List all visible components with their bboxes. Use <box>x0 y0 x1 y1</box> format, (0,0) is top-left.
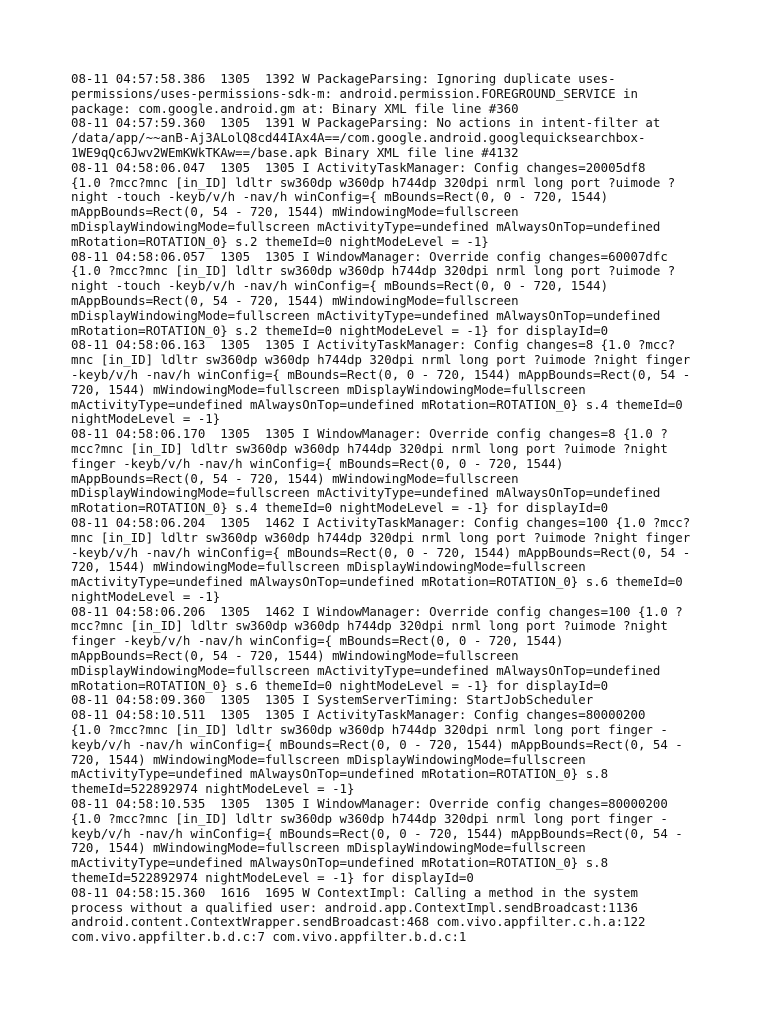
log-line: android.content.ContextWrapper.sendBroadcast:468 com.vivo.appfilter.c.h.a:122 <box>71 914 646 930</box>
log-line: package: com.google.android.gm at: Binary XML file line #360 <box>71 100 519 116</box>
log-text-body <box>71 72 711 945</box>
log-line: 08-11 04:58:09.360 1305 1305 I SystemServerTiming: StartJobScheduler <box>71 692 594 708</box>
log-line: 720, 1544) mWindowingMode=fullscreen mDisplayWindowingMode=fullscreen <box>71 751 586 767</box>
log-line: nightModeLevel = -1} <box>71 588 221 604</box>
log-line: 08-11 04:58:06.206 1305 1462 I WindowManager: Override config changes=100 {1.0 ? <box>71 603 683 619</box>
log-line: -keyb/v/h -nav/h winConfig={ mBounds=Rect(0, 0 - 720, 1544) mAppBounds=Rect(0, 54 - <box>71 366 691 382</box>
log-line: mDisplayWindowingMode=fullscreen mActivityType=undefined mAlwaysOnTop=undefined <box>71 485 661 501</box>
log-line: /data/app/~~anB-Aj3ALolQ8cd44IAx4A==/com.google.android.googlequicksearchbox- <box>71 130 646 146</box>
log-line: mAppBounds=Rect(0, 54 - 720, 1544) mWindowingMode=fullscreen <box>71 292 519 308</box>
log-line: mActivityType=undefined mAlwaysOnTop=undefined mRotation=ROTATION_0} s.8 <box>71 855 609 871</box>
log-line: mcc?mnc [in_ID] ldltr sw360dp w360dp h744dp 320dpi nrml long port ?uimode ?night <box>71 618 668 634</box>
log-line: 08-11 04:58:15.360 1616 1695 W ContextImpl: Calling a method in the system <box>71 884 638 900</box>
log-line: mAppBounds=Rect(0, 54 - 720, 1544) mWindowingMode=fullscreen <box>71 648 519 664</box>
log-line: mAppBounds=Rect(0, 54 - 720, 1544) mWindowingMode=fullscreen <box>71 470 519 486</box>
log-line: 720, 1544) mWindowingMode=fullscreen mDisplayWindowingMode=fullscreen <box>71 559 586 575</box>
log-line: -keyb/v/h -nav/h winConfig={ mBounds=Rect(0, 0 - 720, 1544) mAppBounds=Rect(0, 54 - <box>71 544 691 560</box>
log-line: mRotation=ROTATION_0} s.4 themeId=0 nightModeLevel = -1} for displayId=0 <box>71 500 609 516</box>
log-line: com.vivo.appfilter.b.d.c:7 com.vivo.appfilter.b.d.c:1 <box>71 929 467 945</box>
log-line: {1.0 ?mcc?mnc [in_ID] ldltr sw360dp w360dp h744dp 320dpi nrml long port finger - <box>71 722 668 738</box>
log-line: process without a qualified user: android.app.ContextImpl.sendBroadcast:1136 <box>71 899 638 915</box>
log-line: mDisplayWindowingMode=fullscreen mActivityType=undefined mAlwaysOnTop=undefined <box>71 307 661 323</box>
log-line: mRotation=ROTATION_0} s.2 themeId=0 nightModeLevel = -1} <box>71 233 489 249</box>
log-line: 08-11 04:58:06.170 1305 1305 I WindowManager: Override config changes=8 {1.0 ? <box>71 426 668 442</box>
log-line: {1.0 ?mcc?mnc [in_ID] ldltr sw360dp w360dp h744dp 320dpi nrml long port ?uimode ? <box>71 174 676 190</box>
log-line: 08-11 04:58:06.047 1305 1305 I ActivityTaskManager: Config changes=20005df8 <box>71 159 646 175</box>
log-line: mAppBounds=Rect(0, 54 - 720, 1544) mWindowingMode=fullscreen <box>71 204 519 220</box>
log-line: permissions/uses-permissions-sdk-m: android.permission.FOREGROUND_SERVICE in <box>71 85 638 101</box>
log-line: mcc?mnc [in_ID] ldltr sw360dp w360dp h744dp 320dpi nrml long port ?uimode ?night <box>71 440 668 456</box>
log-line: mRotation=ROTATION_0} s.6 themeId=0 nightModeLevel = -1} for displayId=0 <box>71 677 609 693</box>
log-line: mActivityType=undefined mAlwaysOnTop=undefined mRotation=ROTATION_0} s.4 themeId=0 <box>71 396 683 412</box>
log-line: 08-11 04:58:10.535 1305 1305 I WindowManager: Override config changes=80000200 <box>71 796 668 812</box>
log-line: 1WE9qQc6Jwv2WEmKWkTKAw==/base.apk Binary XML file line #4132 <box>71 144 519 160</box>
log-line: mRotation=ROTATION_0} s.2 themeId=0 nightModeLevel = -1} for displayId=0 <box>71 322 609 338</box>
log-line: {1.0 ?mcc?mnc [in_ID] ldltr sw360dp w360dp h744dp 320dpi nrml long port finger - <box>71 810 668 826</box>
log-line: mDisplayWindowingMode=fullscreen mActivityType=undefined mAlwaysOnTop=undefined <box>71 218 661 234</box>
log-line: 08-11 04:58:06.163 1305 1305 I ActivityTaskManager: Config changes=8 {1.0 ?mcc? <box>71 337 676 353</box>
log-line: mnc [in_ID] ldltr sw360dp w360dp h744dp 320dpi nrml long port ?uimode ?night finger <box>71 529 691 545</box>
log-line: mDisplayWindowingMode=fullscreen mActivityType=undefined mAlwaysOnTop=undefined <box>71 662 661 678</box>
log-line: 720, 1544) mWindowingMode=fullscreen mDisplayWindowingMode=fullscreen <box>71 840 586 856</box>
log-line: themeId=522892974 nightModeLevel = -1} <box>71 781 355 797</box>
log-line: finger -keyb/v/h -nav/h winConfig={ mBounds=Rect(0, 0 - 720, 1544) <box>71 455 564 471</box>
log-line: night -touch -keyb/v/h -nav/h winConfig={ mBounds=Rect(0, 0 - 720, 1544) <box>71 189 609 205</box>
log-line: mActivityType=undefined mAlwaysOnTop=undefined mRotation=ROTATION_0} s.8 <box>71 766 609 782</box>
log-line: night -touch -keyb/v/h -nav/h winConfig={ mBounds=Rect(0, 0 - 720, 1544) <box>71 278 609 294</box>
log-line: nightModeLevel = -1} <box>71 411 221 427</box>
log-line: 08-11 04:57:59.360 1305 1391 W PackageParsing: No actions in intent-filter at <box>71 115 661 131</box>
log-line: 08-11 04:58:10.511 1305 1305 I ActivityTaskManager: Config changes=80000200 <box>71 707 646 723</box>
log-line: 720, 1544) mWindowingMode=fullscreen mDisplayWindowingMode=fullscreen <box>71 381 586 397</box>
log-line: mnc [in_ID] ldltr sw360dp w360dp h744dp 320dpi nrml long port ?uimode ?night finger <box>71 352 691 368</box>
log-line: 08-11 04:58:06.204 1305 1462 I ActivityTaskManager: Config changes=100 {1.0 ?mcc? <box>71 514 691 530</box>
log-line: 08-11 04:57:58.386 1305 1392 W PackageParsing: Ignoring duplicate uses- <box>71 71 616 86</box>
log-line: {1.0 ?mcc?mnc [in_ID] ldltr sw360dp w360dp h744dp 320dpi nrml long port ?uimode ? <box>71 263 676 279</box>
log-line: keyb/v/h -nav/h winConfig={ mBounds=Rect(0, 0 - 720, 1544) mAppBounds=Rect(0, 54 - <box>71 736 683 752</box>
log-line: mActivityType=undefined mAlwaysOnTop=undefined mRotation=ROTATION_0} s.6 themeId=0 <box>71 574 683 590</box>
log-line: keyb/v/h -nav/h winConfig={ mBounds=Rect(0, 0 - 720, 1544) mAppBounds=Rect(0, 54 - <box>71 825 683 841</box>
log-line: 08-11 04:58:06.057 1305 1305 I WindowManager: Override config changes=60007dfc <box>71 248 668 264</box>
log-line: finger -keyb/v/h -nav/h winConfig={ mBounds=Rect(0, 0 - 720, 1544) <box>71 633 564 649</box>
log-line: themeId=522892974 nightModeLevel = -1} for displayId=0 <box>71 870 474 886</box>
